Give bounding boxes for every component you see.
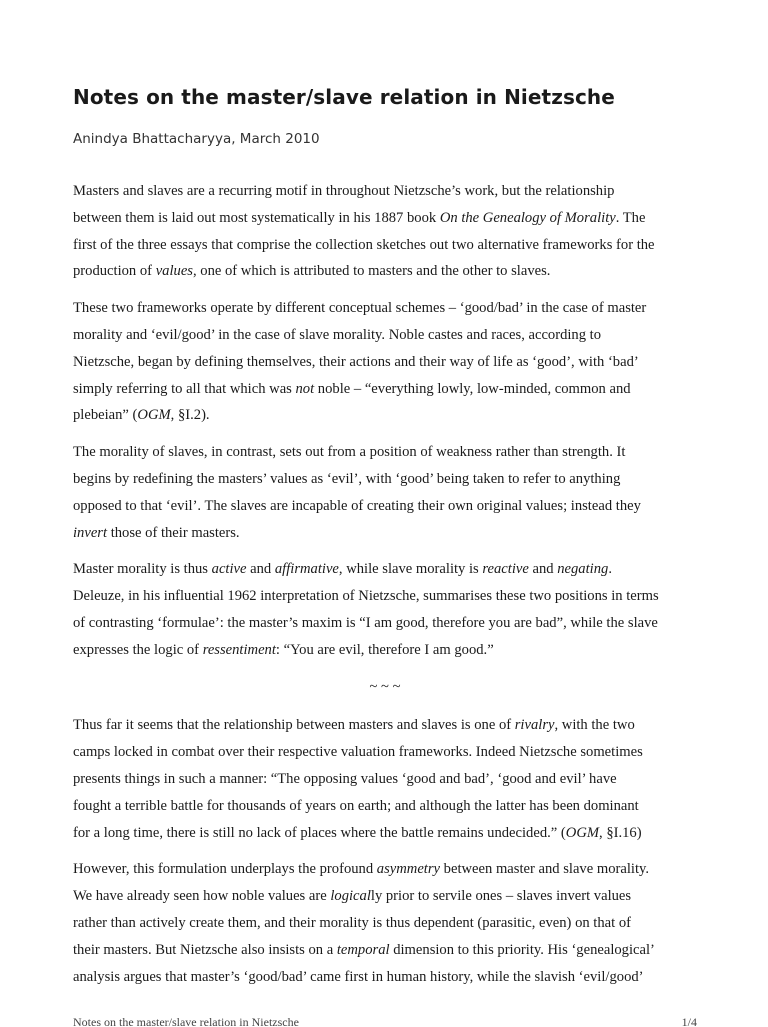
text-run: , with the two <box>554 717 635 734</box>
text-line <box>73 766 697 793</box>
text-run: dimension to this priority. His ‘genealogical’ <box>389 941 655 958</box>
text-run: However, this formulation underplays the profound <box>73 861 377 878</box>
text-run: first of the three essays that comprise the collection sketches out two alternative frameworks for the <box>73 236 655 253</box>
italic-text: reactive <box>482 561 529 578</box>
italic-text: active <box>211 561 247 578</box>
text-run: The morality of slaves, in contrast, sets out from a position of weakness rather than strength. It <box>73 444 626 461</box>
text-run: for a long time, there is still no lack of places where the battle remains undecided.” ( <box>73 824 566 841</box>
text-run: their masters. But Nietzsche also insists on a <box>73 941 337 958</box>
italic-text: invert <box>73 524 108 541</box>
text-line <box>73 856 697 883</box>
text-run: fought a terrible battle for thousands of years on earth; and although the latter has been dominant <box>73 797 639 814</box>
text-line <box>73 610 697 637</box>
text-line <box>73 295 697 322</box>
body-paragraph <box>73 178 697 285</box>
text-run: of contrasting ‘formulae’: the master’s maxim is “I am good, therefore you are bad”, while the slave <box>73 614 658 631</box>
document-title: Notes on the master/slave relation in Nietzsche <box>73 85 615 109</box>
text-line <box>73 937 697 964</box>
text-run: , one of which is attributed to masters and the other to slaves. <box>192 263 551 280</box>
text-run: noble – “everything lowly, low-minded, common and <box>314 380 631 397</box>
italic-text: OGM <box>137 407 171 424</box>
body-paragraph <box>73 439 697 546</box>
text-line <box>73 520 697 547</box>
text-line <box>73 466 697 493</box>
italic-text: ressentiment <box>202 641 276 658</box>
text-line <box>73 178 697 205</box>
text-run: Masters and slaves are a recurring motif in throughout Nietzsche’s work, but the relationship <box>73 183 615 199</box>
section-separator: ~ ~ ~ <box>369 678 401 695</box>
text-run: expresses the logic of <box>73 641 203 658</box>
text-run: We have already seen how noble values are <box>73 888 331 905</box>
text-run: between master and slave morality. <box>440 861 649 878</box>
italic-text: not <box>295 380 315 397</box>
text-line <box>73 964 697 991</box>
text-run: plebeian” ( <box>73 407 138 424</box>
italic-text: asymmetry <box>376 861 441 878</box>
text-line <box>73 322 697 349</box>
text-run: . The <box>615 209 646 226</box>
text-run: morality and ‘evil/good’ in the case of slave morality. Noble castes and races, according to <box>73 326 602 343</box>
italic-text: On the Genealogy of Morality <box>439 209 616 226</box>
text-run: camps locked in combat over their respective valuation frameworks. Indeed Nietzsche sometimes <box>73 744 643 761</box>
text-line <box>73 349 697 376</box>
text-line <box>73 232 697 259</box>
text-run: Thus far it seems that the relationship between masters and slaves is one of <box>73 717 515 734</box>
text-line <box>73 376 697 403</box>
text-line <box>73 793 697 820</box>
text-line <box>73 739 697 766</box>
text-run: , §I.16) <box>599 824 642 841</box>
footer-title: Notes on the master/slave relation in Nietzsche <box>73 1015 299 1027</box>
italic-text: OGM <box>565 824 600 841</box>
text-run: ly prior to servile ones – slaves invert values <box>370 888 632 905</box>
text-run: rather than actively create them, and their morality is thus dependent (parasitic, even) on that of <box>73 914 631 931</box>
text-line <box>73 583 697 610</box>
text-run: Nietzsche, began by defining themselves, their actions and their way of life as ‘good’, with ‘bad’ <box>73 353 639 370</box>
text-run: between them is laid out most systematically in his 1887 book <box>73 209 440 226</box>
text-run: simply referring to all that which was <box>73 380 296 397</box>
body-paragraph <box>73 295 697 429</box>
text-run: These two frameworks operate by different conceptual schemes – ‘good/bad’ in the case of master <box>73 300 647 317</box>
text-line <box>73 712 697 739</box>
text-line <box>73 205 697 232</box>
text-line <box>73 402 697 429</box>
text-line <box>73 820 697 847</box>
body-paragraph <box>73 712 697 846</box>
text-run: presents things in such a manner: “The opposing values ‘good and bad’, ‘good and evil’ have <box>73 770 617 787</box>
italic-text: temporal <box>336 941 390 958</box>
text-run: . <box>608 561 612 578</box>
page-footer <box>73 1015 697 1027</box>
text-run: Master morality is thus <box>73 561 212 578</box>
body-paragraph <box>73 856 697 990</box>
italic-text: logical <box>330 888 371 905</box>
text-line <box>73 258 697 285</box>
text-line <box>73 556 697 583</box>
document-body <box>73 178 697 1000</box>
text-run: and <box>246 561 275 578</box>
footer-page-number: 1/4 <box>681 1015 697 1027</box>
italic-text: values <box>155 263 193 280</box>
text-run: : “You are evil, therefore I am good.” <box>275 641 494 658</box>
text-run: , §I.2). <box>170 407 210 424</box>
text-run: begins by redefining the masters’ values as ‘evil’, with ‘good’ being taken to refer to anything <box>73 470 621 487</box>
text-line <box>73 493 697 520</box>
text-line <box>73 637 697 664</box>
author-line: Anindya Bhattacharyya, March 2010 <box>73 131 320 147</box>
text-run: and <box>528 561 558 578</box>
text-line <box>73 439 697 466</box>
text-run: opposed to that ‘evil’. The slaves are incapable of creating their own original values; instead they <box>73 497 641 514</box>
text-line <box>73 883 697 910</box>
text-run: production of <box>73 263 156 280</box>
text-run: analysis argues that master’s ‘good/bad’ came first in human history, while the slavish ‘evil/good’ <box>73 968 644 985</box>
italic-text: rivalry <box>514 717 555 734</box>
text-run: those of their masters. <box>107 524 240 541</box>
italic-text: affirmative <box>274 561 339 578</box>
text-run: Deleuze, in his influential 1962 interpretation of Nietzsche, summarises these two positions in terms <box>73 588 659 605</box>
text-run: , while slave morality is <box>338 561 483 578</box>
italic-text: negating <box>557 561 609 578</box>
body-paragraph <box>73 556 697 663</box>
text-line <box>73 910 697 937</box>
